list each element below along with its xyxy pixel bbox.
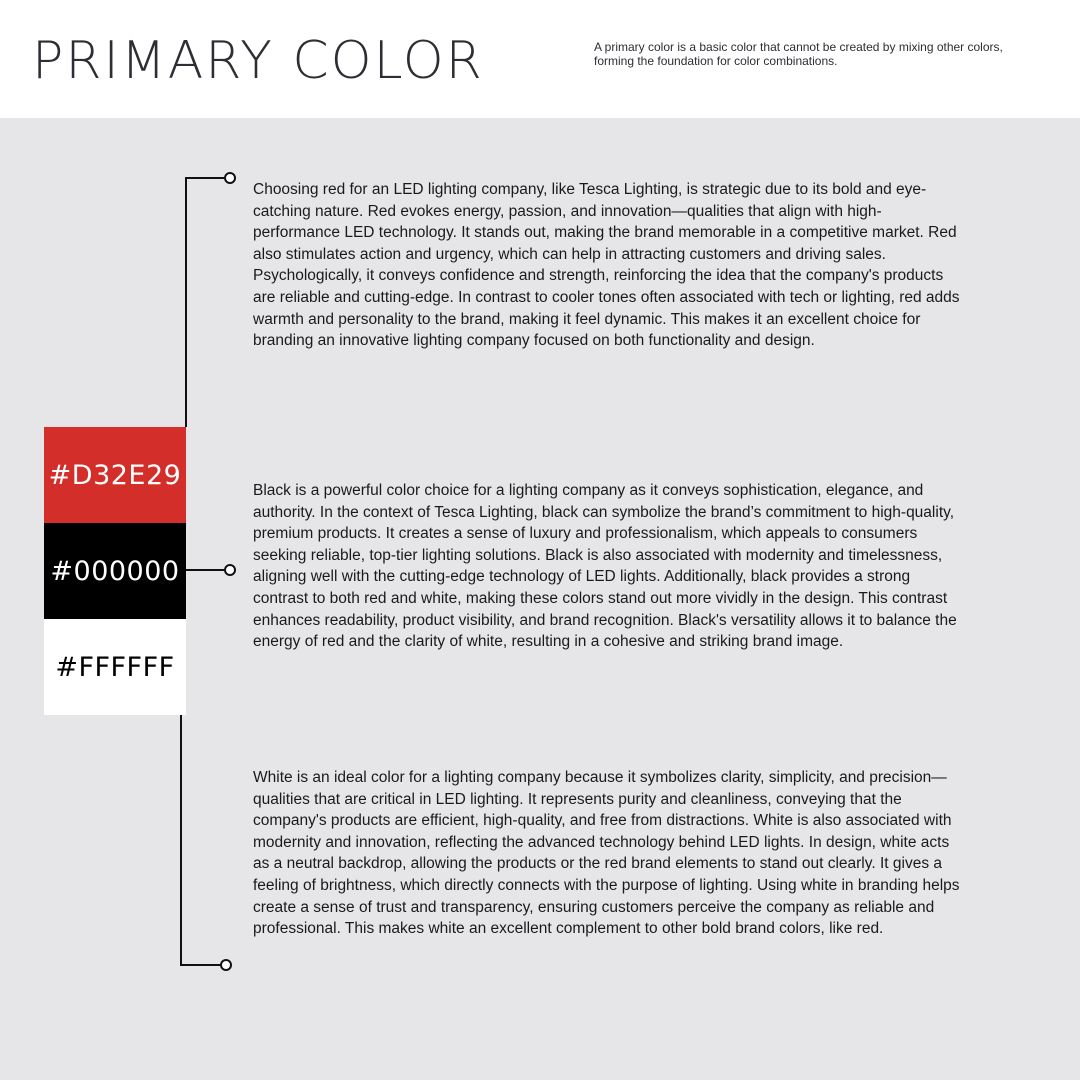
swatch-black-label: #000000: [50, 555, 180, 587]
connector-node-red: [225, 173, 235, 183]
connector-white: [181, 715, 220, 965]
description-white: White is an ideal color for a lighting company because it symbolizes clarity, simplicity, and precision—qualities that are critical in LED lighting. It represents purity and cleanliness, conveying that the company's products are efficient, high-quality, and free from distractions. White is also associated with modernity and innovation, reflecting the advanced technology behind LED lights. In design, white acts as a neutral backdrop, allowing the products or the red brand elements to stand out clearly. It gives a feeling of brightness, which directly connects with the purpose of lighting. Using white in branding helps create a sense of trust and transparency, ensuring customers perceive the company as reliable and professional. This makes white an excellent complement to other bold brand colors, like red.: [253, 769, 960, 938]
connector-red: [186, 178, 224, 427]
swatch-white: [44, 619, 186, 715]
connector-node-white: [221, 960, 231, 970]
page-subtitle: A primary color is a basic color that cannot be created by mixing other colors, forming the foundation for color combinations.: [594, 40, 1003, 68]
description-red: Choosing red for an LED lighting company, like Tesca Lighting, is strategic due to its bold and eye-catching nature. Red evokes energy, passion, and innovation—qualities that align with high-performance LED technology. It stands out, making the brand memorable in a competitive market. Red also stimulates action and urgency, which can help in attracting customers and driving sales. Psychologically, it conveys confidence and strength, reinforcing the idea that the company's products are reliable and cutting-edge. In contrast to cooler tones often associated with tech or lighting, red adds warmth and personality to the brand, making it feel dynamic. This makes it an excellent choice for branding an innovative lighting company focused on both functionality and design.: [253, 181, 960, 350]
swatch-red-label: #D32E29: [48, 459, 182, 491]
swatch-white-label: #FFFFFF: [55, 651, 175, 683]
connector-node-black: [225, 565, 235, 575]
swatch-red: [44, 427, 186, 523]
description-black: Black is a powerful color choice for a lighting company as it conveys sophistication, elegance, and authority. In the context of Tesca Lighting, black can symbolize the brand’s commitment to high-quality, premium products. It creates a sense of luxury and professionalism, which appeals to consumers seeking reliable, top-tier lighting solutions. Black is also associated with modernity and timelessness, aligning well with the cutting-edge technology of LED lights. Additionally, black provides a strong contrast to both red and white, making these colors stand out more vividly in the design. This contrast enhances readability, product visibility, and brand recognition. Black's versatility allows it to balance the energy of red and the clarity of white, resulting in a cohesive and striking brand image.: [253, 482, 957, 651]
page-title: PRIMARY COLOR: [32, 31, 484, 91]
swatch-black: [44, 523, 186, 619]
header: [0, 0, 1080, 118]
